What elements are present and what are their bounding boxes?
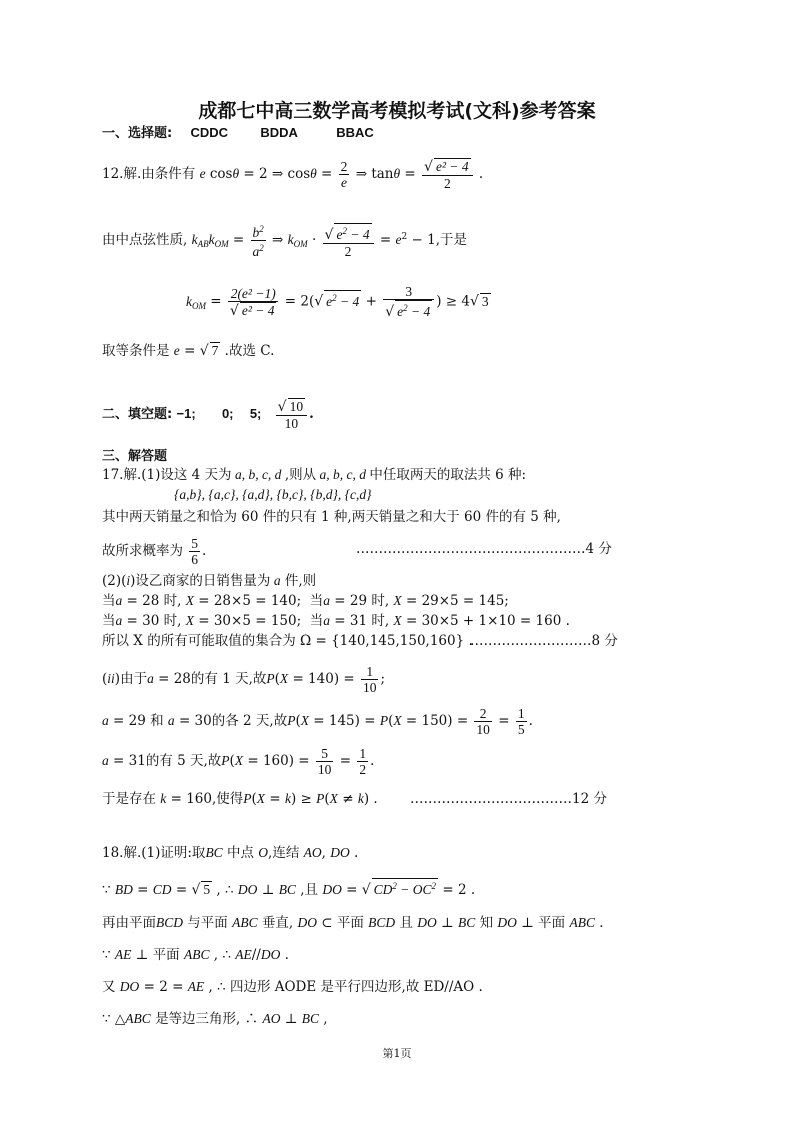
q17-dots-12: ………………………………12 分 — [410, 791, 607, 807]
fill-answer-4-num: 10 — [289, 399, 304, 414]
mc-answer-group-1: CDDC — [190, 125, 229, 140]
fill-answer-1: −1; — [176, 406, 196, 421]
q12-then: ,于是 — [435, 232, 467, 248]
q12-kom-formula: $k_{OM}$ = $\frac{\text{2(e² −1)}}{\text{√ e² − 4}}$ = 2(√ $e^2 - 4$ + $\frac{3}{√ e^2 - 4}$ ) ≥ 4√ 3 — [186, 284, 489, 320]
q17-pairs: {a,b}, {a,c}, {a,d}, {b,c}, {b,d}, {c,d} — [174, 487, 372, 502]
q17-exists: 于是存在 k = 160,使得P(X = k) ≥ P(X ≠ k) . — [102, 791, 378, 807]
q12-tan-radicand: e² − 4 — [435, 159, 469, 174]
q12-midpoint: 由中点弦性质, — [102, 232, 188, 248]
mc-answer-group-2: BDDA — [260, 125, 298, 140]
q12-choice: .故选 C. — [224, 343, 275, 359]
q18-line-2: ∵ BD = CD = √ 5 , ∴ DO ⊥ BC ,且 DO = √ $CD^2 - OC^2 = 2$ . — [102, 878, 475, 899]
q18-line-1: 18.解.(1)证明:取BC 中点 O,连结 AO, DO . — [102, 845, 359, 861]
q18-line-4: ∵ AE ⊥ 平面 ABC , ∴ AE//DO . — [102, 947, 289, 963]
q17-cases-2: 当a = 30 时, X = 30×5 = 150; 当a = 31 时, X = 30×5 + 1×10 = 160 . — [102, 613, 570, 629]
q17-ii-line: (ii)由于a = 28的有 1 天,故P(X = 140) = $\frac{1}{10}$ ; — [102, 664, 386, 695]
q17-part2-text: )设乙商家的日销售量为 — [130, 573, 271, 589]
q12-line-2: 由中点弦性质, $k_{AB}k_{OM}$ = $\frac{b^2}{a^2}$ ⇒ $k_{OM}$ · $\frac{√ e^2 - 4}{2}$ = $e^2 - 1$,于是 — [102, 224, 467, 259]
section3-label: 三、解答题 — [102, 449, 168, 464]
q17-ii-intro: 由于 — [120, 671, 148, 687]
q17-part2-then: 件,则 — [280, 573, 317, 589]
q17-line-1: 17.解.(1)设这 4 天为 a, b, c, d ,则从 a, b, c, d 中任取两天的取法共 6 种: — [102, 467, 527, 483]
fill-in-row: 二、填空题: −1; 0; 5; $\frac{√ 10}{10}$ . — [102, 399, 314, 431]
fill-answer-4-den: 10 — [284, 416, 299, 431]
q17-line-4: 故所求概率为 $\frac{5}{6}$ . — [102, 536, 207, 567]
q17-exists-label: 于是存在 — [102, 791, 156, 807]
q12-equality-label: 取等条件是 — [102, 343, 170, 359]
multiple-choice-row — [102, 124, 374, 143]
q17-dots-8: ………………………8 分 — [470, 633, 618, 649]
q17-then: ,则从 — [284, 467, 317, 483]
q17-cases-1: 当a = 28 时, X = 28×5 = 140; 当a = 29 时, X = 29×5 = 145; — [102, 593, 509, 609]
section1-label: 一、选择题: — [102, 126, 173, 141]
q18-mid: 中点 — [222, 845, 259, 861]
fill-answer-3: 5; — [249, 406, 262, 421]
q17-line-3: 其中两天销量之和恰为 60 件的只有 1 种,两天销量之和大于 60 件的有 5 种, — [102, 509, 561, 525]
q18-intro: 18.解.(1)证明:取 — [102, 845, 206, 861]
q18-line-3: 再由平面BCD 与平面 ABC 垂直, DO ⊂ 平面 BCD 且 DO ⊥ BC 知 DO ⊥ 平面 ABC . — [102, 915, 604, 931]
q17-exists-then: ,使得 — [211, 791, 244, 807]
q17-set: 所以 X 的所有可能取值的集合为 Ω = {140,145,150,160} . — [102, 633, 473, 649]
mc-answer-group-3: BBAC — [336, 125, 374, 140]
fill-answer-4: $\frac{√ 10}{10}$ — [276, 398, 307, 431]
q17-count: 中任取两天的取法共 6 种: — [369, 467, 527, 483]
q17-intro: 17.解.(1)设这 4 天为 — [102, 467, 232, 483]
q17-dots-4: ……………………………………………4 分 — [356, 541, 612, 557]
q18-line-6: ∵ △ABC 是等边三角形, ∴ AO ⊥ BC , — [102, 1011, 328, 1027]
q17-prob-145-150: a = 29 和 a = 30的各 2 天,故P(X = 145) = P(X = 150) = $\frac{2}{10}$ = $\frac{1}{5}$ . — [102, 706, 533, 737]
page-number: 第1页 — [382, 1047, 412, 1060]
q12-conclusion: 取等条件是 e = √ 7 .故选 C. — [102, 343, 275, 359]
q12-k-numerator: 2(e² −1) — [228, 286, 279, 302]
q18-parallelogram: 四边形 AODE 是平行四边形,故 ED//AO . — [229, 979, 483, 995]
q12-intro: 12.解.由条件有 — [102, 166, 196, 182]
q17-prob-160: a = 31的有 5 天,故P(X = 160) = $\frac{5}{10}$ = $\frac{1}{2}$ . — [102, 746, 375, 777]
q17-prob-label: 故所求概率为 — [102, 543, 183, 559]
q17-part2-open: (2)( — [102, 573, 127, 589]
q18-equilateral: 是等边三角形, — [155, 1011, 241, 1027]
fill-answer-2: 0; — [221, 406, 234, 421]
q17-part2-line: (2)(i)设乙商家的日销售量为 a 件,则 — [102, 573, 317, 589]
q17-r31-text: 的有 5 天,故 — [145, 753, 222, 769]
q17-r29-text: 的各 2 天,故 — [211, 713, 288, 729]
q12-line-1: 12.解.由条件有 e cosθ = 2 ⇒ cosθ = $\frac{2}{e}$ ⇒ tanθ = $\frac{\text{√ e² − 4}}{2}$ . — [102, 159, 484, 191]
q18-connect: ,连结 — [268, 845, 304, 861]
q18-plane-text: 再由平面 — [102, 915, 156, 931]
section2-label: 二、填空题: — [102, 407, 173, 422]
q18-again: 又 — [102, 979, 116, 995]
q18-line-5: 又 DO = 2 = AE , ∴ 四边形 AODE 是平行四边形,故 ED//AO . — [102, 979, 483, 995]
q17-ii-count: 的有 1 天,故 — [190, 671, 267, 687]
page-title: 成都七中高三数学高考模拟考试(文科)参考答案 — [198, 100, 596, 122]
q12-k-denominator: e² − 4 — [241, 302, 275, 318]
